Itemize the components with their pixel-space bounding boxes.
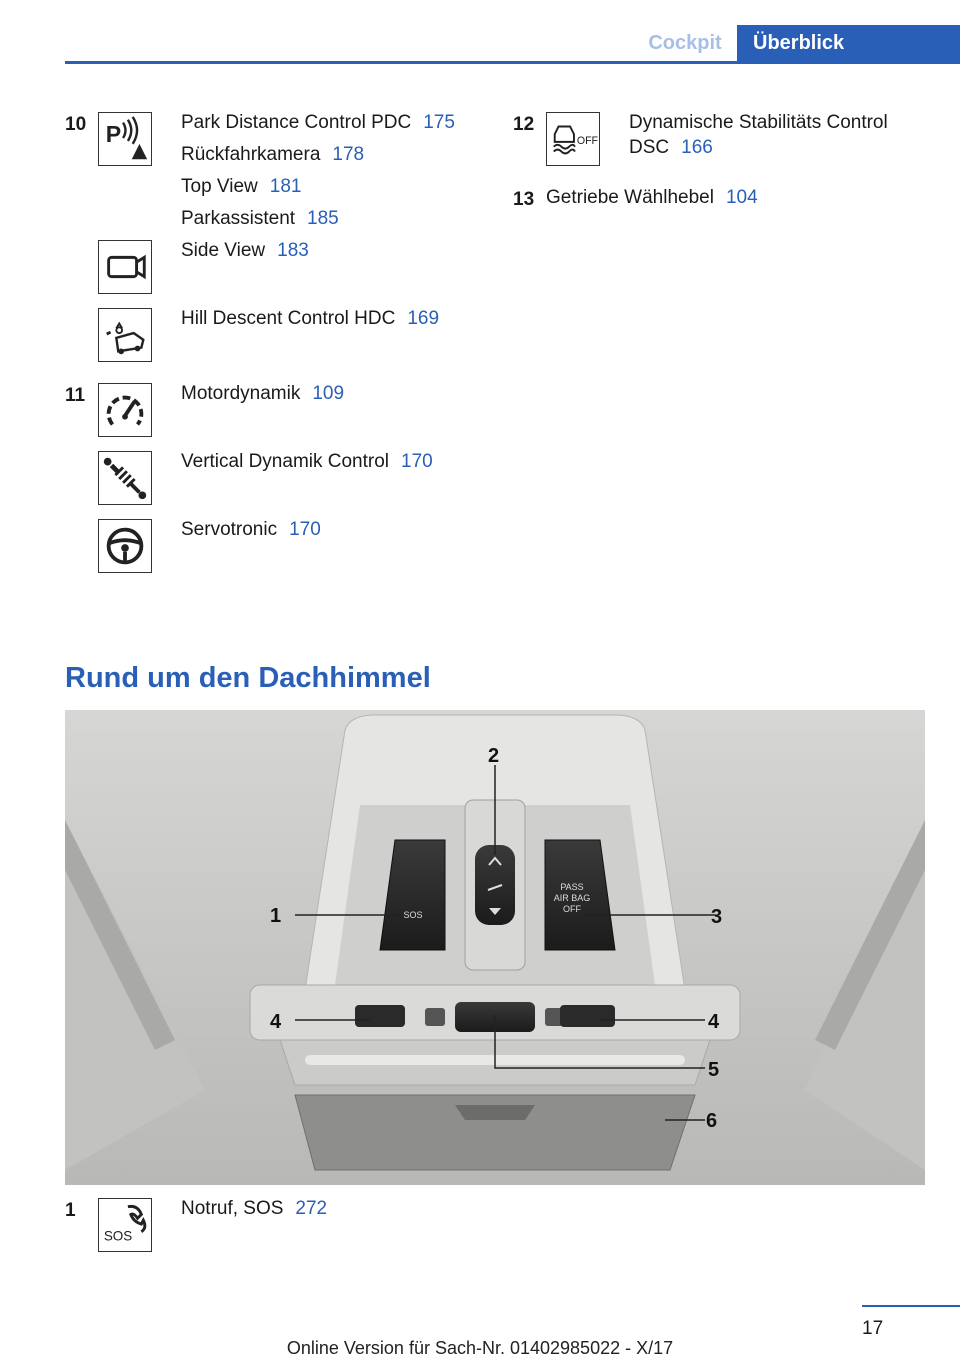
top-view-line xyxy=(181,171,301,203)
roof-console-figure xyxy=(65,710,925,1185)
hdc-line xyxy=(181,303,439,335)
item-number-12: 12 xyxy=(513,114,535,135)
tab-cockpit[interactable]: Cockpit xyxy=(648,32,722,54)
sos-line xyxy=(181,1193,327,1225)
gear-selector-label: Getriebe Wählhebel xyxy=(546,187,714,208)
hdc-icon xyxy=(98,308,152,362)
callout-4-right: 4 xyxy=(708,1011,720,1033)
side-view-page-link[interactable]: 183 xyxy=(277,240,309,261)
callout-6: 6 xyxy=(706,1110,718,1132)
dsc-label-line1: Dynamische Stabilitäts Control xyxy=(629,112,888,133)
sos-label: Notruf, SOS xyxy=(181,1198,284,1219)
park-assistant-line xyxy=(181,203,339,235)
item-number-10: 10 xyxy=(65,114,87,135)
pdc-label: Park Distance Control PDC xyxy=(181,112,412,133)
hdc-label: Hill Descent Control HDC xyxy=(181,308,396,329)
callout-1: 1 xyxy=(270,905,282,927)
motor-dynamics-icon xyxy=(98,383,152,437)
item-number-1: 1 xyxy=(65,1200,76,1221)
dsc-label-line2 xyxy=(629,132,713,164)
svg-text:OFF: OFF xyxy=(576,134,599,147)
dsc-off-icon xyxy=(546,112,600,166)
gear-selector-line xyxy=(546,182,758,214)
sos-icon xyxy=(98,1198,152,1252)
dsc-page-link[interactable]: 166 xyxy=(681,137,713,158)
reversing-camera-label: Rückfahrkamera xyxy=(181,144,321,165)
vertical-dynamics-label: Vertical Dynamik Control xyxy=(181,451,390,472)
side-view-label: Side View xyxy=(181,240,266,261)
callout-2: 2 xyxy=(488,745,500,767)
dsc-label: DSC xyxy=(629,137,670,158)
motor-dynamics-label: Motordynamik xyxy=(181,383,301,404)
shock-absorber-icon xyxy=(98,451,152,505)
park-assistant-label: Parkassistent xyxy=(181,208,296,229)
gear-selector-page-link[interactable]: 104 xyxy=(725,187,758,208)
airbag-line-1: PASS xyxy=(560,882,584,892)
hdc-page-link[interactable]: 169 xyxy=(407,308,440,329)
callout-3: 3 xyxy=(711,906,723,928)
servotronic-page-link[interactable]: 170 xyxy=(289,519,321,540)
reversing-camera-page-link[interactable]: 178 xyxy=(332,144,365,165)
airbag-line-2: AIR BAG xyxy=(553,893,591,903)
svg-text:P: P xyxy=(105,120,122,147)
airbag-line-3: OFF xyxy=(563,904,581,914)
park-assistant-page-link[interactable]: 185 xyxy=(307,208,339,229)
top-view-page-link[interactable]: 181 xyxy=(269,176,302,197)
reversing-camera-line xyxy=(181,139,364,171)
tab-uberblick[interactable]: Überblick xyxy=(737,25,960,61)
pdc-page-link[interactable]: 175 xyxy=(423,112,455,133)
item-number-13: 13 xyxy=(513,189,535,210)
steering-wheel-icon xyxy=(98,519,152,573)
page-number: 17 xyxy=(862,1318,884,1339)
motor-dynamics-line xyxy=(181,378,344,410)
footer-rule xyxy=(862,1305,960,1307)
callout-5: 5 xyxy=(708,1059,720,1081)
pdc-line xyxy=(181,107,455,139)
vertical-dynamics-line xyxy=(181,446,433,478)
sos-icon-text: SOS xyxy=(103,1228,133,1244)
callout-4-left: 4 xyxy=(270,1011,282,1033)
servotronic-label: Servotronic xyxy=(181,519,278,540)
header-rule xyxy=(65,61,960,64)
servotronic-line xyxy=(181,514,321,546)
side-view-camera-icon xyxy=(98,240,152,294)
top-view-label: Top View xyxy=(181,176,258,197)
online-version-note: Online Version für Sach-Nr. 01402985022 - X/17 xyxy=(286,1338,674,1358)
pdc-icon xyxy=(98,112,152,166)
sos-button-text: SOS xyxy=(403,910,423,920)
vertical-dynamics-page-link[interactable]: 170 xyxy=(401,451,433,472)
item-number-11: 11 xyxy=(65,385,86,406)
sos-page-link[interactable]: 272 xyxy=(295,1198,328,1219)
motor-dynamics-page-link[interactable]: 109 xyxy=(312,383,345,404)
section-heading: Rund um den Dachhimmel xyxy=(65,662,431,694)
side-view-line xyxy=(181,235,309,267)
